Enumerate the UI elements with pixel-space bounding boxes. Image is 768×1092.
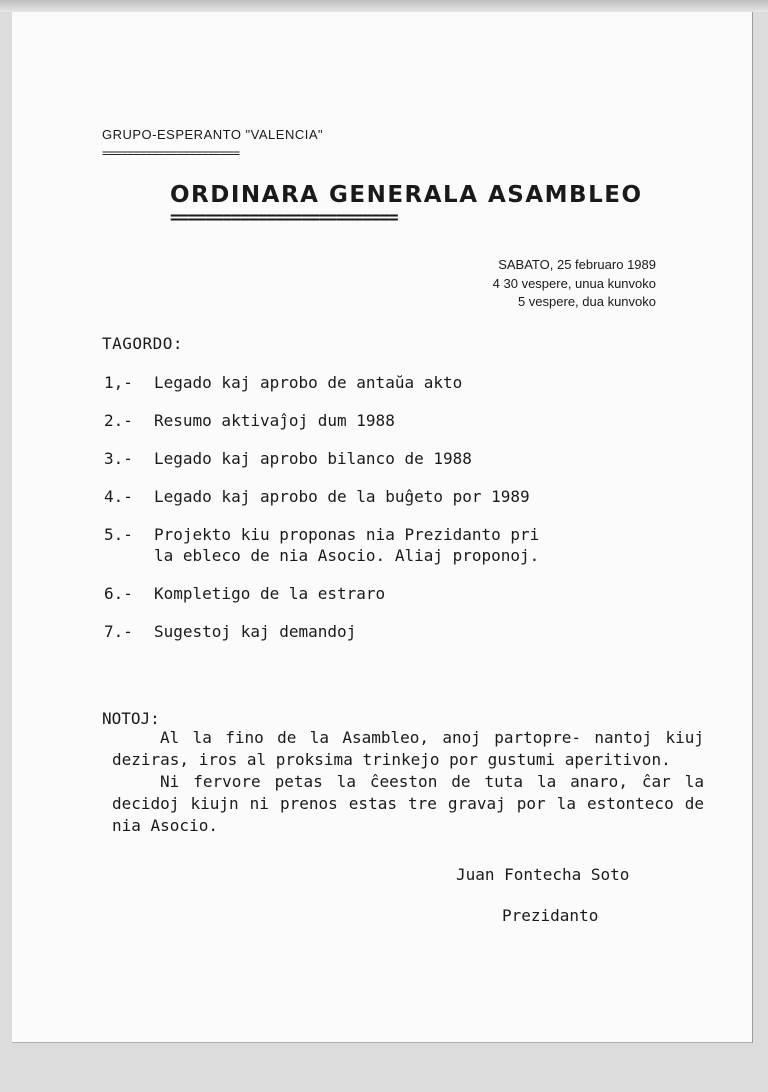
agenda-item-text: Sugestoj kaj demandoj: [154, 622, 357, 641]
document-title: ORDINARA GENERALA ASAMBLEO: [170, 182, 643, 208]
agenda-list: [104, 372, 704, 659]
signatory-role: Prezidanto: [502, 906, 599, 925]
agenda-item-number: 5.-: [104, 525, 133, 544]
signature-name: Juan Fontecha Soto: [456, 865, 630, 884]
scan-top-edge: [0, 0, 768, 12]
notes-heading: NOTOJ:: [102, 709, 160, 728]
document-page: [12, 12, 753, 1043]
notes-paragraph: Al la fino de la Asambleo, anoj partopre- nantoj kiuj deziras, iros al proksima trinkejo por gustumi aperitivon.: [112, 728, 704, 769]
reverse-side-bleed-through: [100, 62, 720, 92]
document-title-underline: ==========================: [170, 208, 398, 228]
notes-body: [112, 727, 704, 837]
agenda-item-number: 3.-: [104, 449, 133, 468]
agenda-item-number: 4.-: [104, 487, 133, 506]
agenda-item-number: 7.-: [104, 622, 133, 641]
group-name: GRUPO-ESPERANTO "VALENCIA": [102, 127, 324, 142]
agenda-item: [104, 410, 704, 431]
agenda-item: [104, 583, 704, 604]
meeting-date-block: [493, 256, 656, 312]
agenda-item: [104, 486, 704, 507]
agenda-item: [104, 372, 704, 393]
agenda-item-text: Projekto kiu proponas nia Prezidanto pri la ebleco de nia Asocio. Aliaj proponoj.: [154, 525, 540, 565]
group-name-underline: ======================: [102, 146, 239, 160]
agenda-item-number: 6.-: [104, 584, 133, 603]
agenda-item: [104, 524, 704, 566]
agenda-item-text: Legado kaj aprobo de antaŭa akto: [154, 373, 463, 392]
notes-paragraph: Ni fervore petas la ĉeeston de tuta la anaro, ĉar la decidoj kiujn ni prenos estas tre gravaj por la estonteco de nia Asocio.: [112, 772, 704, 835]
agenda-item-number: 1,-: [104, 373, 133, 392]
agenda-item-text: Kompletigo de la estraro: [154, 584, 386, 603]
agenda-heading: TAGORDO:: [102, 334, 184, 353]
agenda-item-text: Legado kaj aprobo de la buĝeto por 1989: [154, 487, 530, 506]
agenda-item-text: Resumo aktivaĵoj dum 1988: [154, 411, 395, 430]
agenda-item: [104, 448, 704, 469]
agenda-item: [104, 621, 704, 642]
meeting-date: SABATO, 25 februaro 1989: [498, 257, 656, 272]
first-call-time: 4 30 vespere, unua kunvoko: [492, 275, 656, 291]
agenda-item-text: Legado kaj aprobo bilanco de 1988: [154, 449, 472, 468]
second-call-time: 5 vespere, dua kunvoko: [517, 294, 656, 309]
agenda-item-number: 2.-: [104, 411, 133, 430]
